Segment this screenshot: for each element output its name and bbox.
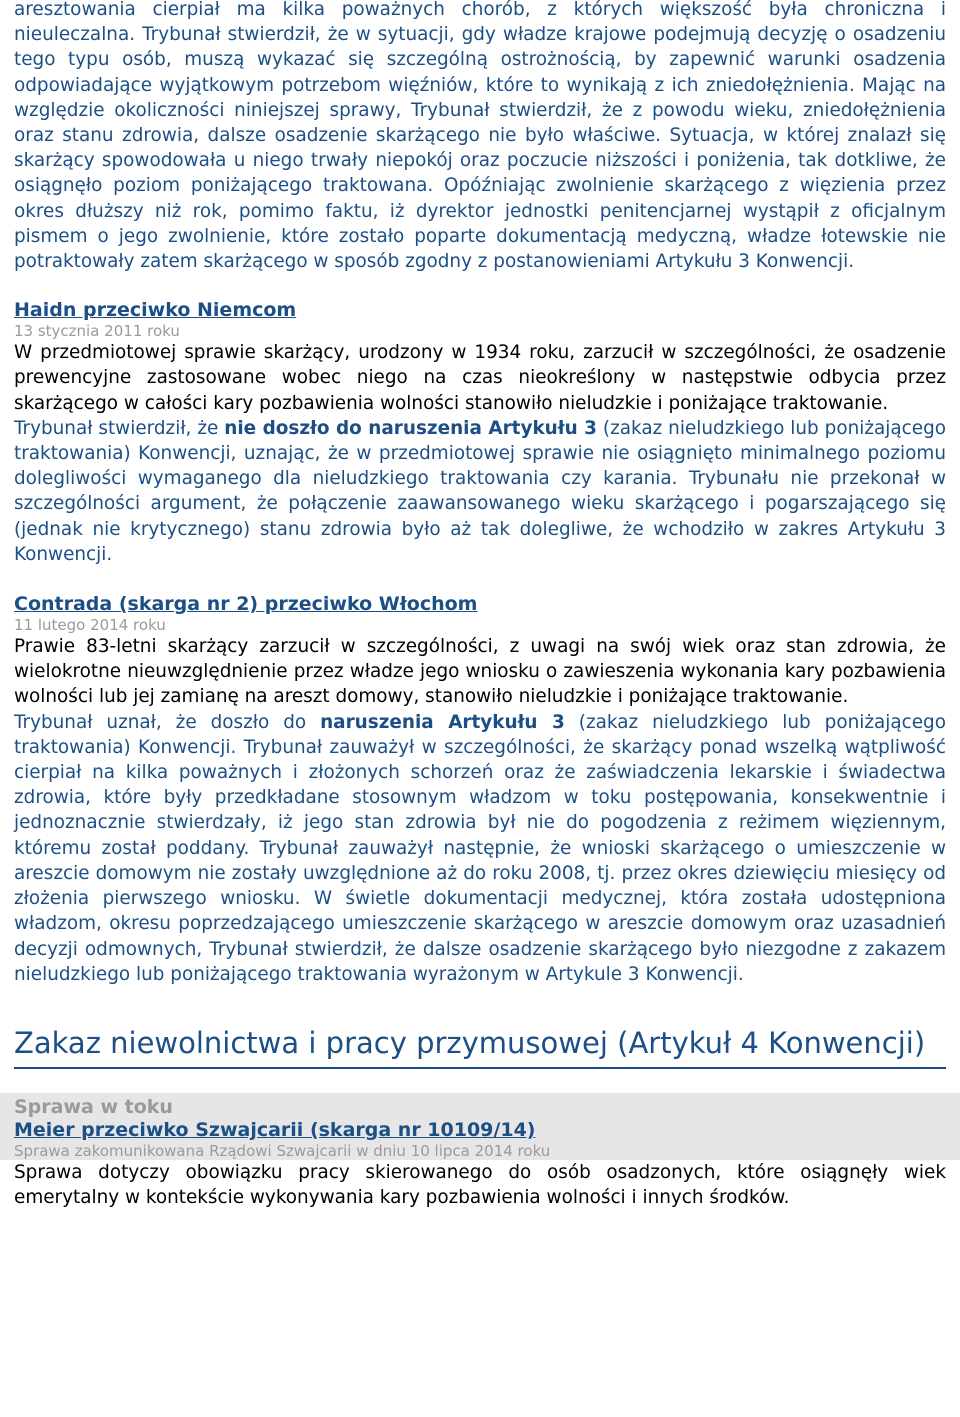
- ruling-details: (zakaz nieludzkiego lub poniżającego traktowania) Konwencji. Trybunał zauważył w szczególności, że skarżący ponad wszelką wątpliwość cierpiał na kilka poważnych i złożonych schorzeń oraz że zaświadczenia lekarskie i świadectwa zdrowia, które były przedkładane stosownym władzom w toku postępowania, konsekwentnie i jednoznacznie stwierdzały, iż jego stan zdrowia był nie do pogodzenia z reżimem więziennym, któremu został poddany. Trybunał zauważył następnie, że wnioski skarżącego o umieszczenie w areszcie domowym nie zostały uwzględnione aż do roku 2008, tj. przez okres dziewięciu miesięcy od złożenia pierwszego wniosku. W świetle dokumentacji medycznej, która została udostępniona władzom, okresu poprzedzającego umieszczenie skarżącego w areszcie domowym oraz uzasadnień decyzji odmownych, Trybunał stwierdził, że dalsze osadzenie skarżącego było niezgodne z zakazem nieludzkiego lub poniżającego traktowania wyrażonym w Artykule 3 Konwencji.: [14, 711, 946, 985]
- communication-note: Sprawa zakomunikowana Rządowi Szwajcarii w dniu 10 lipca 2014 roku: [14, 1141, 551, 1160]
- case-contrada: [14, 593, 946, 987]
- pending-label: Sprawa w toku: [14, 1095, 173, 1118]
- case-title-link[interactable]: Haidn przeciwko Niemcom: [14, 299, 297, 322]
- intro-paragraph: aresztowania cierpiał ma kilka poważnych chorób, z których większość była chroniczna i nieuleczalna. Trybunał stwierdził, że w sytuacji, gdy władze krajowe podejmują decyzję o osadzeniu tego typu osób, muszą wykazać się szczególną ostrożnością, by zapewnić warunki osadzenia odpowiadające wyjątkowym potrzebom więźniów, które to wynikają z ich zniedołężnienia. Mając na względzie okoliczności niniejszej sprawy, Trybunał stwierdził, że z powodu wieku, zniedołężnienia oraz stanu zdrowia, dalsze osadzenie skarżącego nie było właściwe. Sytuacja, w której znalazł się skarżący spowodowała u niego trwały niepokój oraz poczucie niższości i poniżenia, tak dotkliwe, że osiągnęło poziom poniżającego traktowana. Opóźniając zwolnienie skarżącego z więzienia przez okres dłuższy niż rok, pomimo faktu, iż dyrektor jednostki penitencjarnej wystąpił z oficjalnym pismem o jego zwolnienie, które zostało poparte dokumentacją medyczną, władze łotewskie nie potraktowały zatem skarżącego w sposób zgodny z postanowieniami Artykułu 3 Konwencji.: [14, 0, 946, 273]
- ruling-details: (zakaz nieludzkiego lub poniżającego traktowania) Konwencji, uznając, że w przedmiotowej sprawie nie osiągnięto minimalnego poziomu dolegliwości wymaganego dla nieludzkiego traktowania czy karania. Trybunału nie przekonał w szczególności argument, że połączenie zaawansowanego wieku skarżącego i pogarszającego się (jednak nie krytycznego) stanu zdrowia było aż tak dolegliwe, że wchodziło w zakres Artykułu 3 Konwencji.: [14, 417, 946, 565]
- case-haidn: [14, 299, 946, 567]
- case-summary: Prawie 83-letni skarżący zarzucił w szczególności, z uwagi na swój wiek oraz stan zdrowia, że wielokrotne nieuwzględnienie przez władze jego wniosku o zawieszenia wykonania kary pozbawienia wolności lub jej zamianę na areszt domowy, stanowiło nieludzkie i poniżające traktowanie.: [14, 636, 946, 708]
- ruling-intro: Trybunał stwierdził, że: [14, 417, 225, 439]
- case-ruling: [14, 416, 946, 567]
- case-date: 13 stycznia 2011 roku: [14, 322, 180, 341]
- section-heading: Zakaz niewolnictwa i pracy przymusowej (Artykuł 4 Konwencji): [14, 1025, 946, 1069]
- ruling-verdict: naruszenia Artykułu 3: [320, 711, 565, 733]
- ruling-intro: Trybunał uznał, że doszło do: [14, 711, 321, 733]
- pending-case-box: [0, 1093, 960, 1160]
- case-summary: W przedmiotowej sprawie skarżący, urodzony w 1934 roku, zarzucił w szczególności, że osadzenie prewencyjne zastosowane wobec niego na czas nieokreślony w następstwie odbycia przez skarżącego w całości kary pozbawienia wolności stanowiło nieludzkie i poniżające traktowanie.: [14, 342, 946, 414]
- case-title-link[interactable]: Contrada (skarga nr 2) przeciwko Włochom: [14, 593, 478, 616]
- case-title-link[interactable]: Meier przeciwko Szwajcarii (skarga nr 10109/14): [14, 1118, 536, 1141]
- case-ruling: [14, 710, 946, 987]
- case-date: 11 lutego 2014 roku: [14, 616, 166, 635]
- pending-summary: Sprawa dotyczy obowiązku pracy skierowanego do osób osadzonych, które osiągnęły wiek emerytalny w kontekście wykonywania kary pozbawienia wolności i innych środków.: [14, 1161, 946, 1209]
- ruling-verdict: nie doszło do naruszenia Artykułu 3: [224, 417, 597, 439]
